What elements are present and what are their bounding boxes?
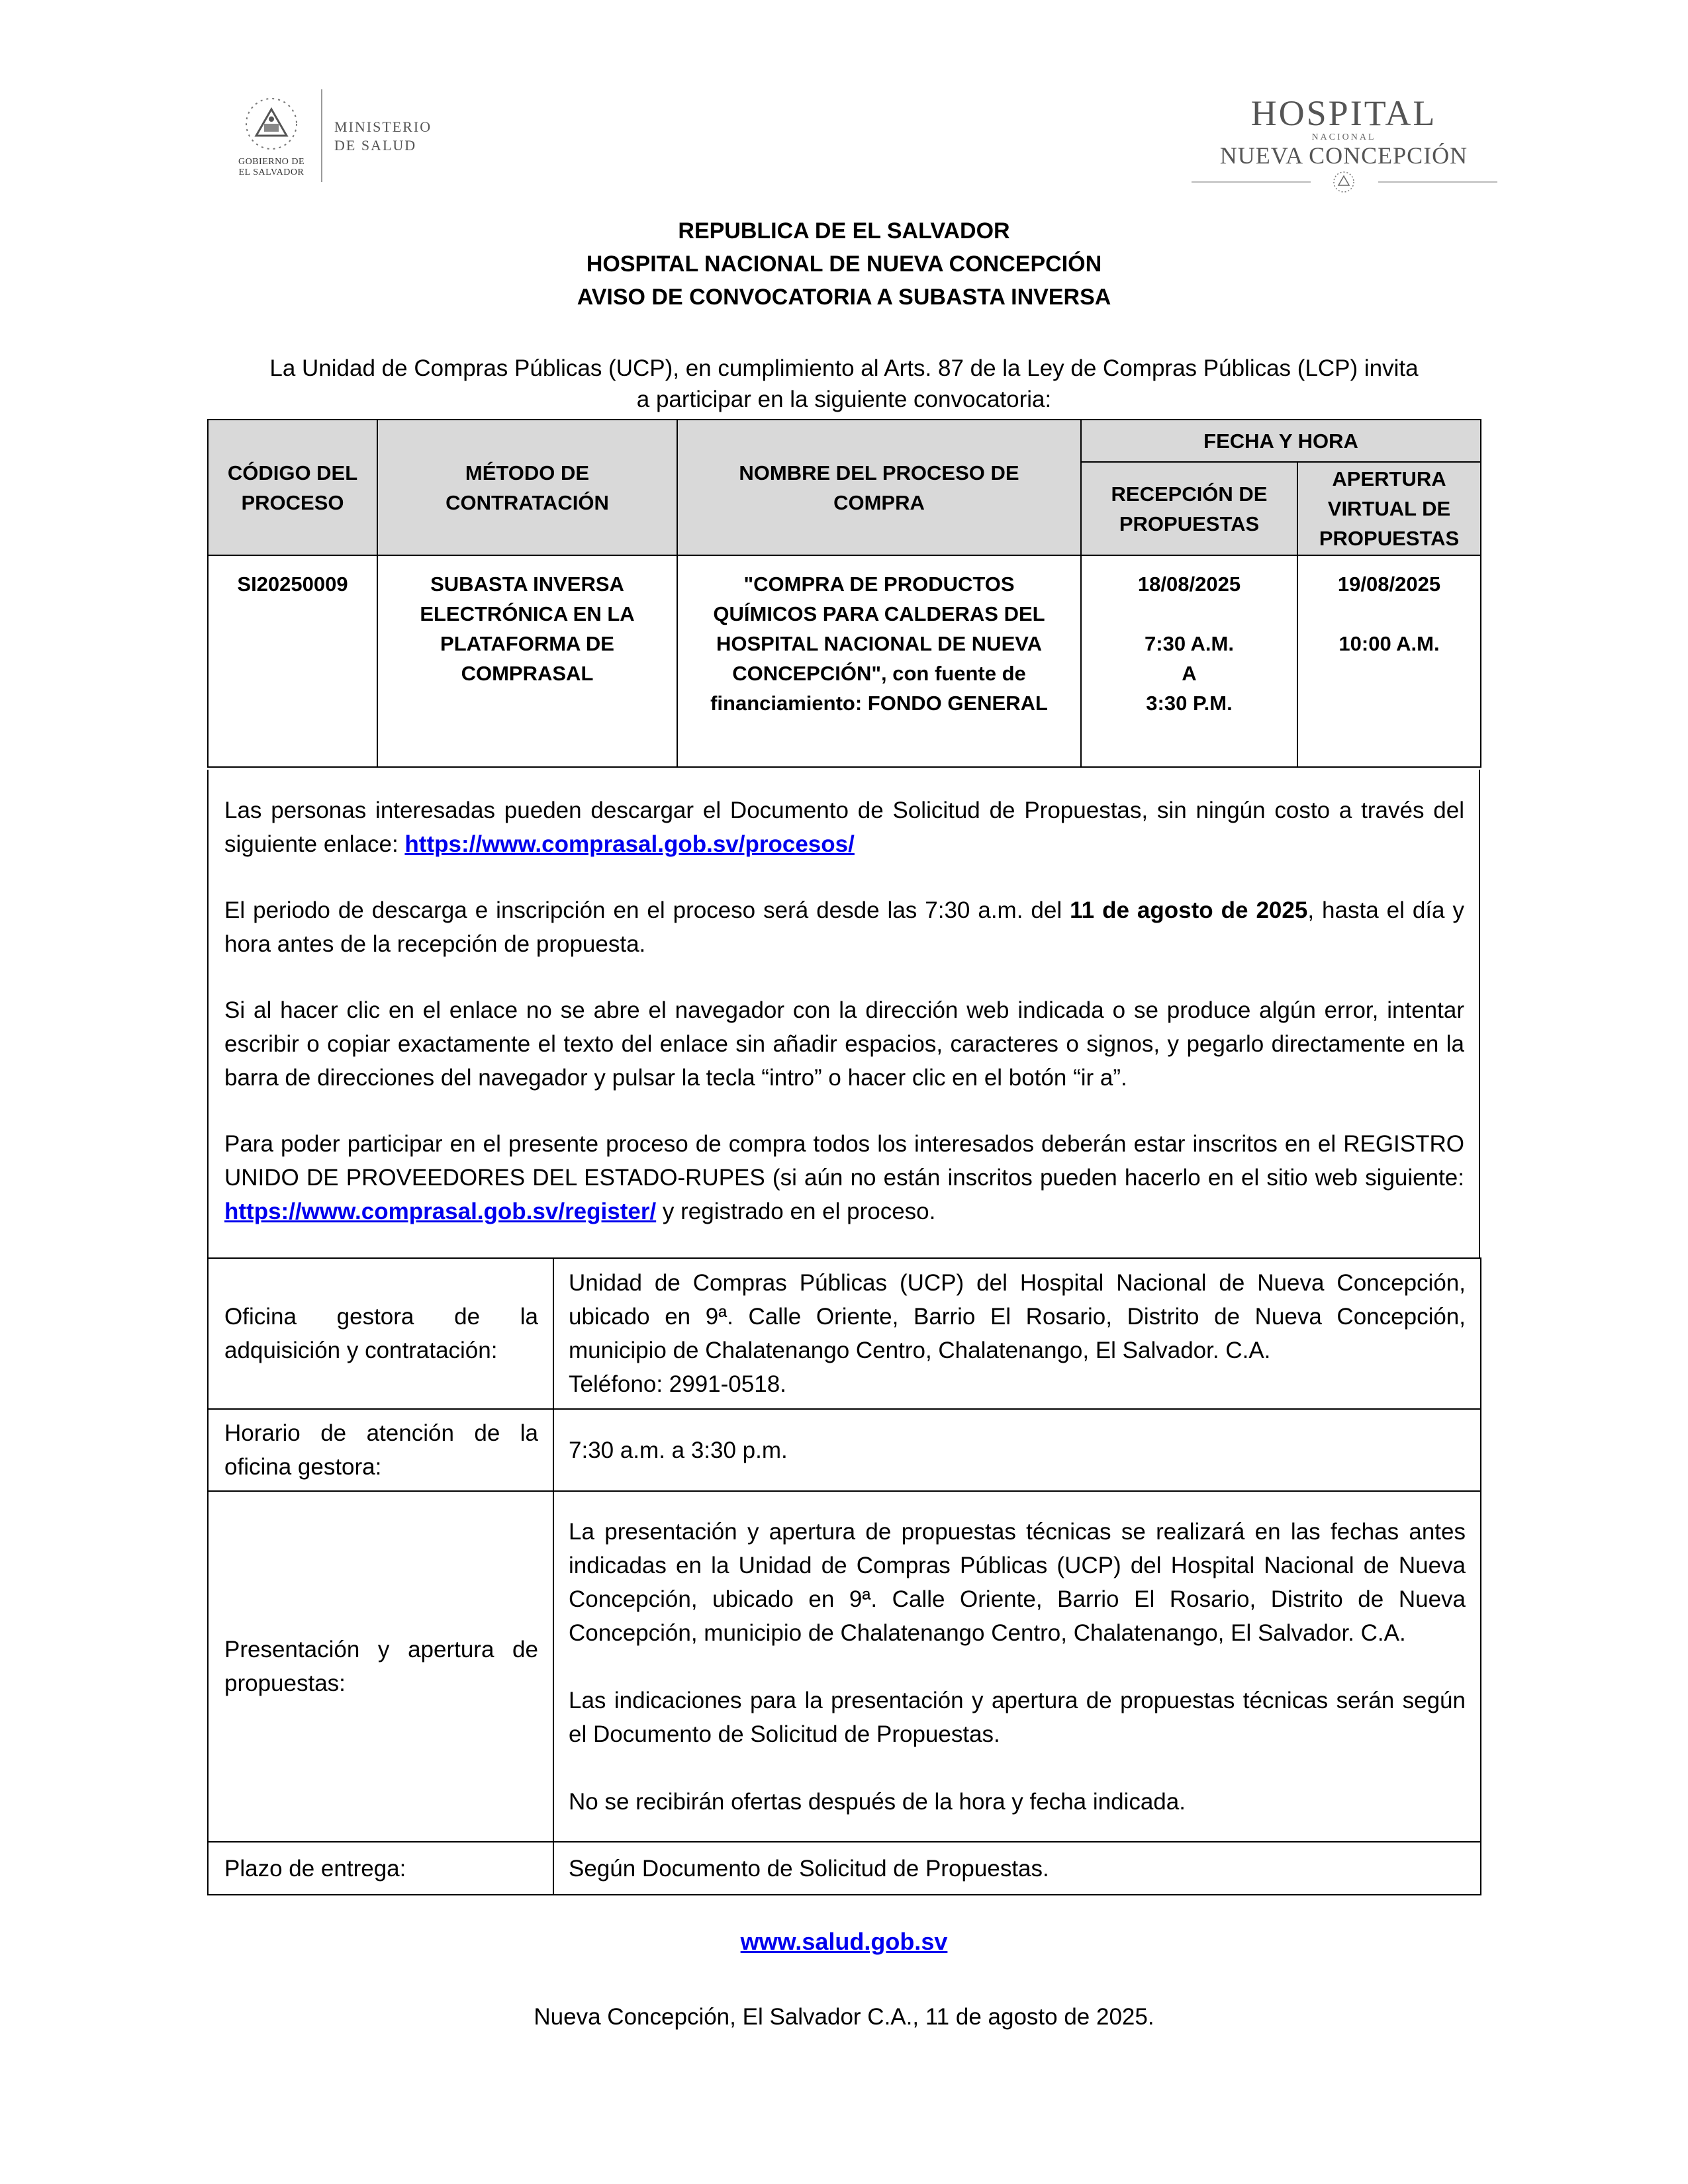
intro-line-1: La Unidad de Compras Públicas (UCP), en cumplimiento al Arts. 87 de la Ley de Compras Públicas (LCP) invita [269,355,1419,381]
header-metodo: MÉTODO DE CONTRATACIÓN [377,420,677,555]
oficina-label: Oficina gestora de la adquisición y contratación: [208,1258,553,1409]
hospital-logo-rule-right [1378,181,1497,183]
footer-link-wrapper [0,1928,1688,1956]
register-link[interactable]: https://www.comprasal.gob.sv/register/ [224,1199,657,1224]
government-line-2: EL SALVADOR [238,167,305,177]
cell-nombre: "COMPRA DE PRODUCTOS QUÍMICOS PARA CALDERAS DEL HOSPITAL NACIONAL DE NUEVA CONCEPCIÓN", con fuente de financiamiento: FONDO GENERAL [677,555,1081,767]
link-help-paragraph: Si al hacer clic en el enlace no se abre el navegador con la dirección web indicada o se produce algún error, intentar escribir o copiar exactamente el texto del enlace sin añadir espacios, caracteres o signos, y pegarlo directamente en la barra de direcciones del navegador y pulsar la tecla “intro” o hacer clic en el botón “ir a”. [224,997,1464,1091]
hospital-logo-rule-left [1192,181,1311,183]
header-fecha-hora: FECHA Y HORA [1081,420,1481,462]
date-line: Nueva Concepción, El Salvador C.A., 11 de agosto de 2025. [534,2004,1154,2030]
table-row [208,1842,1481,1895]
start-date: 11 de agosto de 2025 [1070,897,1308,923]
cell-recepcion: 18/08/2025 7:30 A.M. A 3:30 P.M. [1081,555,1297,767]
cell-metodo: SUBASTA INVERSA ELECTRÓNICA EN LA PLATAFORMA DE COMPRASAL [377,555,677,767]
details-table [207,1257,1481,1895]
period-paragraph: El periodo de descarga e inscripción en el proceso será desde las 7:30 a.m. del 11 de agosto de 2025, hasta el día y hora antes de la recepción de propuesta. [224,897,1464,957]
logo-divider [321,89,322,182]
intro-paragraph [218,353,1470,415]
table-row [208,1409,1481,1491]
presentacion-label: Presentación y apertura de propuestas: [208,1491,553,1842]
table-row [208,1258,1481,1409]
government-line-1: GOBIERNO DE [238,157,305,167]
title-notice: AVISO DE CONVOCATORIA A SUBASTA INVERSA [577,285,1111,310]
information-box [207,770,1480,1257]
registration-paragraph: Para poder participar en el presente proceso de compra todos los interesados deberán estar inscritos en el REGISTRO UNIDO DE PROVEEDORES DEL ESTADO-RUPES (si aún no están inscritos pueden hacerlo en el sitio web siguiente: https://www.comprasal.gob.sv/register/ y registrado en el proceso. [224,1131,1464,1224]
hospital-logo [1192,93,1509,199]
intro-line-2: a participar en la siguiente convocatoria: [636,387,1052,412]
plazo-label: Plazo de entrega: [208,1842,553,1895]
presentacion-value: La presentación y apertura de propuestas técnicas se realizará en las fechas antes indicadas en la Unidad de Compras Públicas (UCP) del Hospital Nacional de Nueva Concepción, ubicado en 9ª. Calle Oriente, Barrio El Rosario, Distrito de Nueva Concepción, municipio de Chalatenango Centro, Chalatenango, El Salvador. C.A. Las indicaciones para la presentación y apertura de propuestas técnicas serán según el Documento de Solicitud de Propuestas. No se recibirán ofertas después de la hora y fecha indicada. [553,1491,1481,1842]
national-seal-icon [1333,171,1355,193]
oficina-value: Unidad de Compras Públicas (UCP) del Hospital Nacional de Nueva Concepción, ubicado en 9ª. Calle Oriente, Barrio El Rosario, Distrito de Nueva Concepción, municipio de Chalatenango Centro, Chalatenango, El Salvador. C.A. Teléfono: 2991-0518. [553,1258,1481,1409]
horario-label: Horario de atención de la oficina gestora: [208,1409,553,1491]
hospital-logo-title: HOSPITAL [1250,93,1437,133]
download-paragraph: Las personas interesadas pueden descargar el Documento de Solicitud de Propuestas, sin ningún costo a través del siguiente enlace: https://www.comprasal.gob.sv/procesos/ [224,797,1464,857]
header-nombre: NOMBRE DEL PROCESO DE COMPRA [677,420,1081,555]
title-republic: REPUBLICA DE EL SALVADOR [678,218,1010,244]
government-logo [235,89,447,185]
table-row [208,1491,1481,1842]
hospital-logo-subtitle: NUEVA CONCEPCIÓN [1219,142,1468,169]
header-codigo: CÓDIGO DEL PROCESO [208,420,377,555]
header-recepcion: RECEPCIÓN DE PROPUESTAS [1081,462,1297,555]
horario-value: 7:30 a.m. a 3:30 p.m. [553,1409,1481,1491]
ministry-line-1: MINISTERIO [334,118,432,135]
ministry-line-2: DE SALUD [334,137,417,154]
procurement-table [207,419,1481,768]
title-hospital: HOSPITAL NACIONAL DE NUEVA CONCEPCIÓN [586,251,1102,277]
cell-codigo: SI20250009 [208,555,377,767]
table-row [208,555,1481,767]
plazo-value: Según Documento de Solicitud de Propuestas. [553,1842,1481,1895]
salud-website-link[interactable]: www.salud.gob.sv [740,1928,948,1955]
oficina-phone: Teléfono: 2991-0518. [569,1371,786,1397]
cell-apertura: 19/08/2025 10:00 A.M. [1297,555,1481,767]
hospital-logo-nacional: NACIONAL [1311,132,1376,142]
header-apertura: APERTURA VIRTUAL DE PROPUESTAS [1297,462,1481,555]
procesos-link[interactable]: https://www.comprasal.gob.sv/procesos/ [404,831,855,857]
